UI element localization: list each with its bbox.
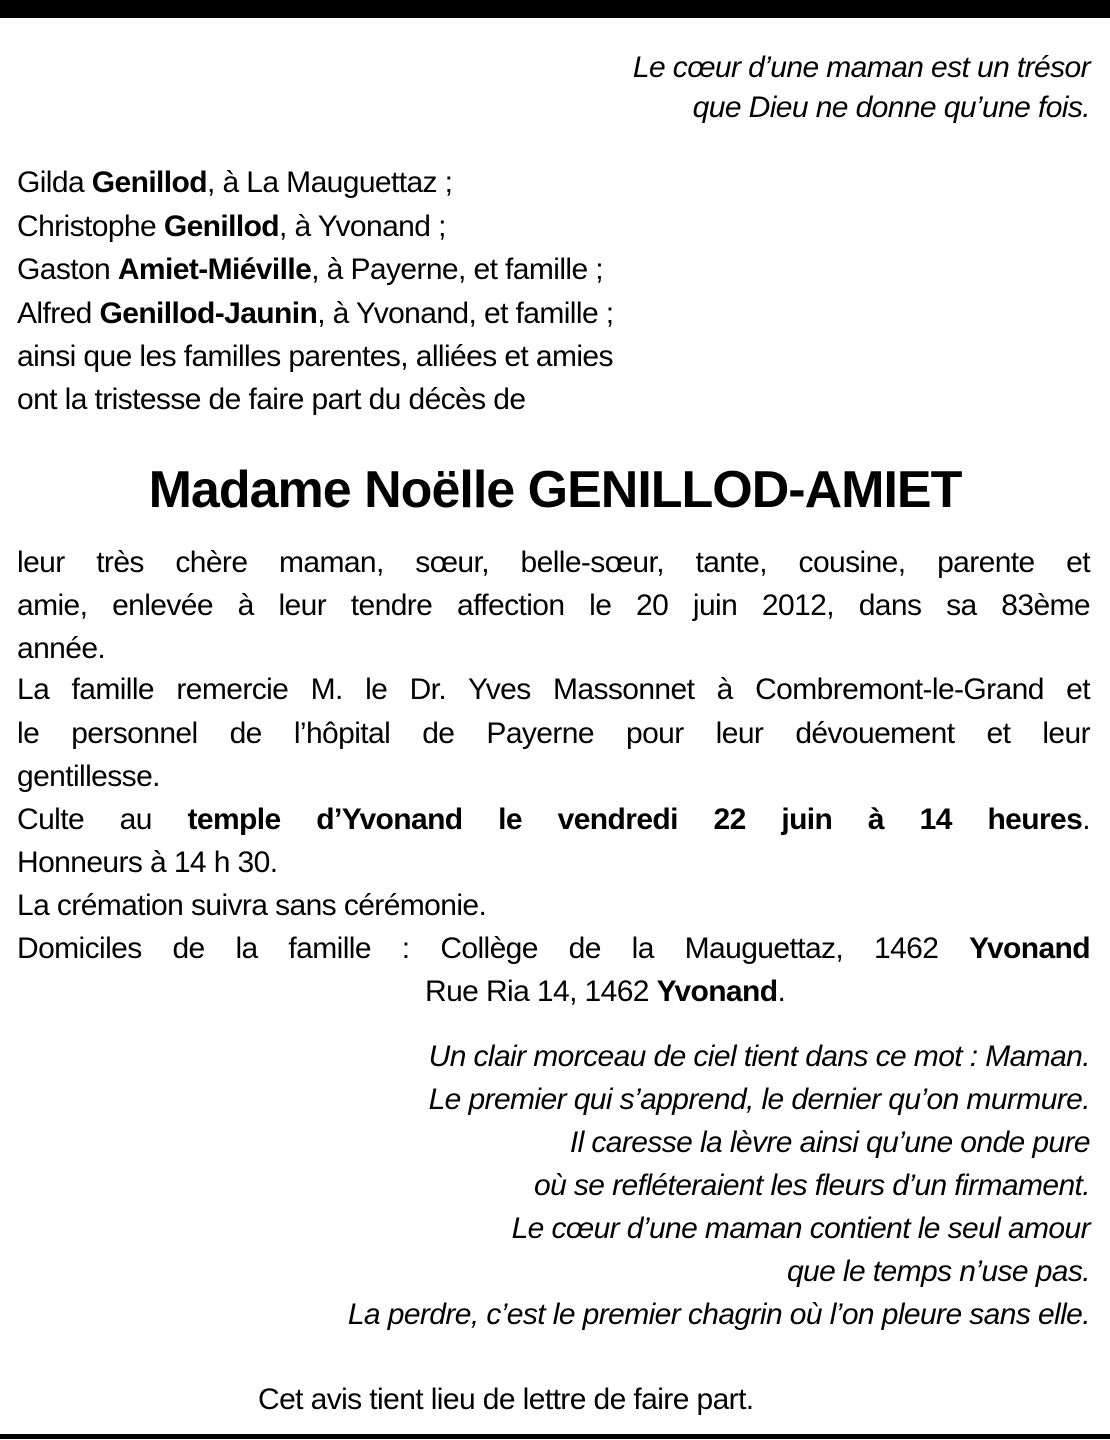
poem-line: où se refléteraient les fleurs d’un firmament. xyxy=(533,1169,1090,1202)
body-line: leur très chère maman, sœur, belle-sœur, tante, cousine, parente et xyxy=(17,546,1090,579)
first-name: Gaston xyxy=(17,253,118,286)
body-line: La famille remercie M. le Dr. Yves Massonnet à Combremont-le-Grand et xyxy=(17,673,1090,706)
body-line: année. xyxy=(17,632,106,665)
service-prefix: Culte au xyxy=(17,803,188,836)
service-details: temple d’Yvonand le vendredi 22 juin à 14 heures xyxy=(187,803,1083,836)
family-member xyxy=(17,207,1090,247)
poem-line: La perdre, c’est le premier chagrin où l’on pleure sans elle. xyxy=(347,1298,1090,1331)
family-member xyxy=(17,163,1090,203)
bottom-border xyxy=(0,1434,1110,1439)
location: , à Yvonand, et famille ; xyxy=(317,297,614,330)
closing-note: Cet avis tient lieu de lettre de faire part. xyxy=(258,1383,754,1416)
body-line: gentillesse. xyxy=(17,760,160,793)
top-border xyxy=(0,0,1110,18)
body-line: le personnel de l’hôpital de Payerne pour leur dévouement et leur xyxy=(17,717,1090,750)
first-name: Christophe xyxy=(17,210,164,243)
surname: Genillod xyxy=(91,166,207,199)
poem-line: Le cœur d’une maman contient le seul amour xyxy=(511,1212,1090,1245)
family-member xyxy=(17,294,1090,334)
family-tail-line: ainsi que les familles parentes, alliées et amies xyxy=(17,340,613,373)
location: , à Payerne, et famille ; xyxy=(311,253,603,286)
address-text: Rue Ria 14, 1462 xyxy=(425,975,657,1008)
punct: . xyxy=(1082,803,1090,836)
address-text: Domiciles de la famille : Collège de la Mauguettaz, 1462 xyxy=(17,932,970,965)
deceased-name: Madame Noëlle GENILLOD-AMIET xyxy=(148,461,962,519)
family-member xyxy=(17,250,1090,290)
surname: Genillod xyxy=(163,210,280,243)
family-tail-line: ont la tristesse de faire part du décès de xyxy=(17,383,526,416)
poem-line: Le premier qui s’apprend, le dernier qu’on murmure. xyxy=(428,1083,1090,1116)
quote-line: que Dieu ne donne qu’une fois. xyxy=(692,91,1090,124)
town: Yvonand xyxy=(656,975,778,1008)
body-line: Honneurs à 14 h 30. xyxy=(17,846,278,879)
body-line: La crémation suivra sans cérémonie. xyxy=(17,889,487,922)
location: , à La Mauguettaz ; xyxy=(206,166,453,199)
punct: . xyxy=(777,975,786,1008)
body-line: amie, enlevée à leur tendre affection le 20 juin 2012, dans sa 83ème xyxy=(17,589,1090,622)
first-name: Gilda xyxy=(17,166,92,199)
surname: Amiet-Miéville xyxy=(117,253,312,286)
quote-line: Le cœur d’une maman est un trésor xyxy=(632,51,1090,84)
location: , à Yvonand ; xyxy=(279,210,446,243)
service-line xyxy=(17,800,1090,840)
address-line xyxy=(17,929,1090,969)
poem-line: Il caresse la lèvre ainsi qu’une onde pure xyxy=(569,1126,1090,1159)
address-line xyxy=(425,972,785,1012)
surname: Genillod-Jaunin xyxy=(99,297,318,330)
first-name: Alfred xyxy=(17,297,100,330)
poem-line: que le temps n’use pas. xyxy=(786,1255,1090,1288)
town: Yvonand xyxy=(969,932,1090,965)
poem-line: Un clair morceau de ciel tient dans ce mot : Maman. xyxy=(428,1040,1090,1073)
